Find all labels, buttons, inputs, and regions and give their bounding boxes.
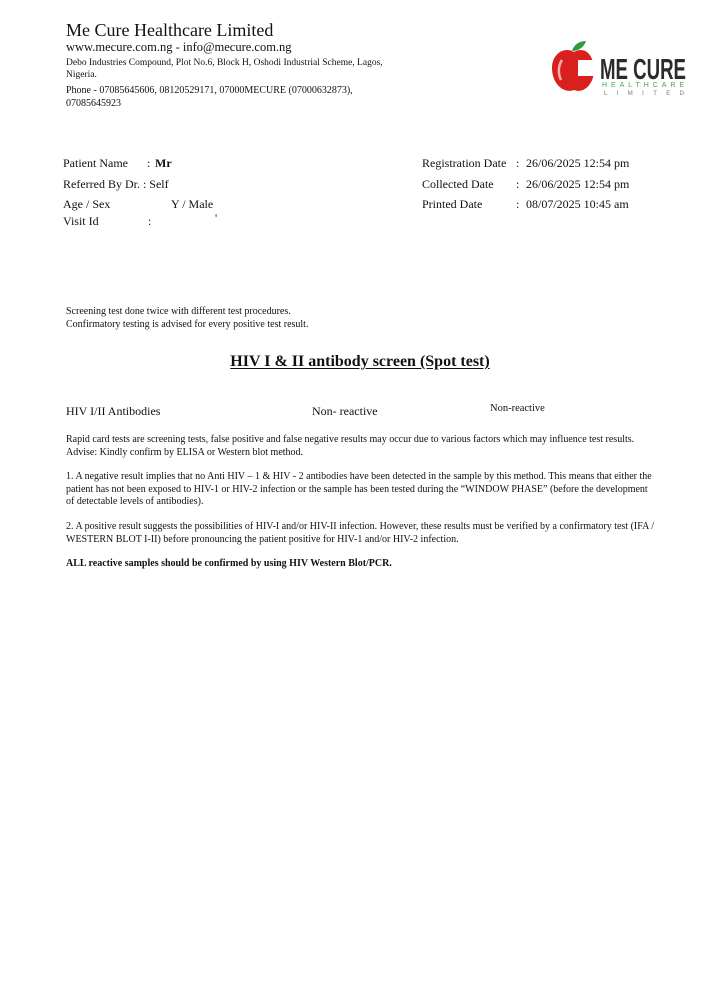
printed-date-sep: : [516,197,520,211]
printed-date-value: 08/07/2025 10:45 am [526,197,629,211]
logo-sub2-text: LIMITED [604,91,684,96]
age-sex-value: Y / Male [171,197,214,211]
registration-date-value: 26/06/2025 12:54 pm [526,156,630,170]
mecure-logo [548,40,688,96]
result-test-name: HIV I/II Antibodies [66,404,161,418]
test-title [0,353,720,371]
registration-date-sep: : [516,156,520,170]
interpretation-paragraph-3: 2. A positive result suggests the possibilities of HIV-I and/or HIV-II infection. However, these results must be verified by a confirmatory test (IFA / WESTERN BLOT I-II) before pronouncing the patient positive for HIV-1 and/or HIV-2 infection. [66,521,655,545]
collected-date-value: 26/06/2025 12:54 pm [526,177,630,191]
registration-date-label: Registration Date [422,156,507,170]
screening-note-1: Screening test done twice with different test procedures. [66,306,291,317]
visit-id-label: Visit Id [63,214,99,228]
screening-notes [66,305,308,331]
lab-website-email: www.mecure.com.ng - info@mecure.com.ng [66,40,292,54]
printed-date-label: Printed Date [422,197,483,211]
result-value: Non- reactive [312,404,378,418]
interpretation-paragraph-1: Rapid card tests are screening tests, false positive and false negative results may occur due to various factors which may influence test results. Advise: Kindly confirm by ELISA or Western blot method. [66,434,635,458]
referred-by: Referred By Dr. : Self [63,177,169,191]
patient-name-sep: : [147,156,151,170]
apple-logo-icon [552,41,600,91]
confirmation-note: ALL reactive samples should be confirmed by using HIV Western Blot/PCR. [66,558,392,569]
collected-date-sep: : [516,177,520,191]
collected-date-label: Collected Date [422,177,494,191]
lab-address: Debo Industries Compound, Plot No.6, Block H, Oshodi Industrial Scheme, Lagos, Nigeria. [66,58,383,80]
interpretation-paragraph-2: 1. A negative result implies that no Anti HIV – 1 & HIV - 2 antibodies have been detected in the sample by this method. This means that either the patient has not been exposed to HIV-1 or HIV-2 infection or the sample has been tested during the “WINDOW PHASE” (before the development of detectable levels of antibodies). [66,471,652,507]
visit-id-mark: ' [215,211,218,225]
lab-name: Me Cure Healthcare Limited [66,20,274,40]
logo-sub1-text: HEALTHCARE [602,82,684,89]
patient-name-label: Patient Name [63,156,128,170]
age-sex-label: Age / Sex [63,197,111,211]
lab-phone: Phone - 07085645606, 08120529171, 07000MECURE (07000632873), 07085645923 [66,85,353,109]
screening-note-2: Confirmatory testing is advised for every positive test result. [66,319,309,330]
logo-brand-text: ME CURE [600,54,686,86]
visit-id-sep: : [148,214,152,228]
result-reference: Non-reactive [490,403,545,414]
patient-name-value: Mr [155,156,172,170]
test-title-text: HIV I & II antibody screen (Spot test) [230,353,490,370]
